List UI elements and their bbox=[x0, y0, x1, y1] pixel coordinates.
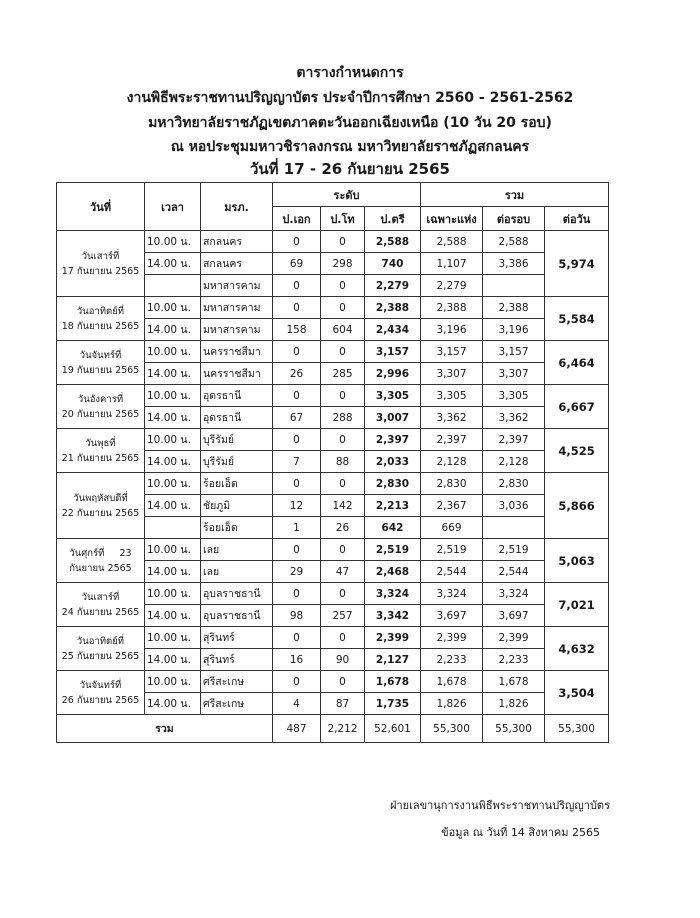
per-uni-count: 1,678 bbox=[421, 671, 483, 693]
phd-count: 67 bbox=[273, 407, 321, 429]
university-cell: ศรีสะเกษ bbox=[201, 693, 273, 715]
date-full: 22 กันยายน 2565 bbox=[61, 507, 140, 519]
date-full: 19 กันยายน 2565 bbox=[61, 364, 140, 376]
phd-count: 69 bbox=[273, 253, 321, 275]
ceremony-subtitle: งานพิธีพระราชทานปริญญาบัตร ประจำปีการศึกษา 2560 - 2561-2562 bbox=[126, 90, 574, 106]
bachelor-count: 2,388 bbox=[365, 297, 421, 319]
total-per-day: 55,300 bbox=[545, 715, 609, 743]
table-row bbox=[57, 583, 609, 605]
bachelor-count: 2,588 bbox=[365, 231, 421, 253]
university-cell: สุรินทร์ bbox=[201, 627, 273, 649]
date-full: 18 กันยายน 2565 bbox=[61, 320, 140, 332]
per-uni-count: 2,588 bbox=[421, 231, 483, 253]
per-uni-count: 2,544 bbox=[421, 561, 483, 583]
time-cell: 10.00 น. bbox=[145, 297, 201, 319]
per-round-count: 3,362 bbox=[483, 407, 545, 429]
phd-count: 0 bbox=[273, 297, 321, 319]
date-full: 20 กันยายน 2565 bbox=[61, 408, 140, 420]
university-cell: อุบลราชธานี bbox=[201, 583, 273, 605]
phd-count: 0 bbox=[273, 429, 321, 451]
per-day-total: 5,974 bbox=[545, 231, 609, 297]
per-round-count: 3,307 bbox=[483, 363, 545, 385]
per-round-count: 2,588 bbox=[483, 231, 545, 253]
per-uni-count: 1,107 bbox=[421, 253, 483, 275]
date-day: วันเสาร์ที่ bbox=[81, 591, 120, 603]
master-count: 0 bbox=[321, 385, 365, 407]
per-uni-count: 3,196 bbox=[421, 319, 483, 341]
master-count: 0 bbox=[321, 429, 365, 451]
university-cell: ร้อยเอ็ด bbox=[201, 473, 273, 495]
master-count: 90 bbox=[321, 649, 365, 671]
header-row bbox=[57, 183, 609, 207]
total-phd: 487 bbox=[273, 715, 321, 743]
per-uni-count: 2,830 bbox=[421, 473, 483, 495]
table-row bbox=[57, 429, 609, 451]
time-cell: 14.00 น. bbox=[145, 605, 201, 627]
date-full: 21 กันยายน 2565 bbox=[61, 452, 140, 464]
time-cell bbox=[145, 275, 201, 297]
master-count: 0 bbox=[321, 275, 365, 297]
per-uni-count: 3,324 bbox=[421, 583, 483, 605]
per-round-count: 3,305 bbox=[483, 385, 545, 407]
time-cell: 14.00 น. bbox=[145, 693, 201, 715]
phd-count: 0 bbox=[273, 385, 321, 407]
master-count: 142 bbox=[321, 495, 365, 517]
date-cell bbox=[57, 671, 145, 715]
bachelor-count: 2,519 bbox=[365, 539, 421, 561]
time-cell: 14.00 น. bbox=[145, 407, 201, 429]
date-cell bbox=[57, 385, 145, 429]
per-uni-count: 1,826 bbox=[421, 693, 483, 715]
header-per-uni: เฉพาะแห่ง bbox=[421, 207, 483, 231]
time-cell: 14.00 น. bbox=[145, 363, 201, 385]
university-cell: ร้อยเอ็ด bbox=[201, 517, 273, 539]
university-cell: อุดรธานี bbox=[201, 385, 273, 407]
bachelor-count: 2,830 bbox=[365, 473, 421, 495]
per-uni-count: 2,388 bbox=[421, 297, 483, 319]
table-row bbox=[57, 297, 609, 319]
per-round-count: 2,388 bbox=[483, 297, 545, 319]
total-per-uni: 55,300 bbox=[421, 715, 483, 743]
master-count: 0 bbox=[321, 473, 365, 495]
phd-count: 0 bbox=[273, 539, 321, 561]
per-round-count: 3,036 bbox=[483, 495, 545, 517]
total-per-round: 55,300 bbox=[483, 715, 545, 743]
phd-count: 0 bbox=[273, 341, 321, 363]
master-count: 0 bbox=[321, 539, 365, 561]
per-round-count: 2,830 bbox=[483, 473, 545, 495]
per-uni-count: 669 bbox=[421, 517, 483, 539]
bachelor-count: 3,305 bbox=[365, 385, 421, 407]
master-count: 87 bbox=[321, 693, 365, 715]
per-uni-count: 3,697 bbox=[421, 605, 483, 627]
schedule-title: ตารางกำหนดการ bbox=[296, 65, 404, 81]
date-cell bbox=[57, 429, 145, 473]
per-round-count: 3,324 bbox=[483, 583, 545, 605]
per-round-count: 3,157 bbox=[483, 341, 545, 363]
date-day: วันพุธที่ bbox=[85, 437, 116, 449]
footer-data-date: ข้อมูล ณ วันที่ 14 สิงหาคม 2565 bbox=[441, 826, 600, 839]
phd-count: 26 bbox=[273, 363, 321, 385]
per-round-count: 2,128 bbox=[483, 451, 545, 473]
schedule-table bbox=[56, 182, 609, 743]
per-day-total: 4,632 bbox=[545, 627, 609, 671]
phd-count: 158 bbox=[273, 319, 321, 341]
phd-count: 0 bbox=[273, 671, 321, 693]
per-day-total: 5,063 bbox=[545, 539, 609, 583]
bachelor-count: 2,279 bbox=[365, 275, 421, 297]
per-round-count: 2,544 bbox=[483, 561, 545, 583]
date-cell bbox=[57, 341, 145, 385]
header-date: วันที่ bbox=[57, 183, 145, 231]
university-cell: สุรินทร์ bbox=[201, 649, 273, 671]
master-count: 257 bbox=[321, 605, 365, 627]
bachelor-count: 3,007 bbox=[365, 407, 421, 429]
university-cell: บุรีรัมย์ bbox=[201, 429, 273, 451]
university-cell: นครราชสีมา bbox=[201, 363, 273, 385]
table-row bbox=[57, 539, 609, 561]
per-uni-count: 2,128 bbox=[421, 451, 483, 473]
date-cell bbox=[57, 627, 145, 671]
table-row bbox=[57, 627, 609, 649]
phd-count: 0 bbox=[273, 473, 321, 495]
bachelor-count: 3,157 bbox=[365, 341, 421, 363]
per-uni-count: 3,305 bbox=[421, 385, 483, 407]
table-row bbox=[57, 385, 609, 407]
master-count: 0 bbox=[321, 341, 365, 363]
header-sum: รวม bbox=[421, 183, 609, 207]
date-cell bbox=[57, 473, 145, 539]
footer-secretariat: ฝ่ายเลขานุการงานพิธีพระราชทานปริญญาบัตร bbox=[390, 799, 610, 812]
date-day: วันเสาร์ที่ bbox=[81, 250, 120, 262]
schedule-body bbox=[57, 231, 609, 715]
time-cell: 10.00 น. bbox=[145, 385, 201, 407]
per-day-total: 4,525 bbox=[545, 429, 609, 473]
bachelor-count: 2,434 bbox=[365, 319, 421, 341]
university-cell: เลย bbox=[201, 539, 273, 561]
time-cell: 10.00 น. bbox=[145, 429, 201, 451]
date-cell bbox=[57, 231, 145, 297]
per-round-count: 2,233 bbox=[483, 649, 545, 671]
header-bachelor: ป.ตรี bbox=[365, 207, 421, 231]
table-row bbox=[57, 341, 609, 363]
time-cell: 10.00 น. bbox=[145, 231, 201, 253]
time-cell bbox=[145, 517, 201, 539]
date-day: วันอาทิตย์ที่ bbox=[76, 305, 125, 317]
per-uni-count: 3,157 bbox=[421, 341, 483, 363]
per-day-total: 7,021 bbox=[545, 583, 609, 627]
university-group-subtitle: มหาวิทยาลัยราชภัฏเขตภาคตะวันออกเฉียงเหนือ (10 วัน 20 รอบ) bbox=[148, 115, 552, 131]
phd-count: 16 bbox=[273, 649, 321, 671]
per-round-count: 3,196 bbox=[483, 319, 545, 341]
phd-count: 12 bbox=[273, 495, 321, 517]
time-cell: 10.00 น. bbox=[145, 539, 201, 561]
date-day: วันพฤหัสบดีที่ bbox=[73, 492, 128, 504]
master-count: 0 bbox=[321, 583, 365, 605]
bachelor-count: 2,468 bbox=[365, 561, 421, 583]
phd-count: 29 bbox=[273, 561, 321, 583]
total-label: รวม bbox=[57, 715, 273, 743]
date-cell bbox=[57, 583, 145, 627]
date-day: วันอังคารที่ bbox=[77, 393, 124, 405]
header-per-day: ต่อวัน bbox=[545, 207, 609, 231]
phd-count: 1 bbox=[273, 517, 321, 539]
total-master: 2,212 bbox=[321, 715, 365, 743]
table-row bbox=[57, 231, 609, 253]
phd-count: 0 bbox=[273, 231, 321, 253]
university-cell: สกลนคร bbox=[201, 253, 273, 275]
phd-count: 0 bbox=[273, 275, 321, 297]
bachelor-count: 642 bbox=[365, 517, 421, 539]
master-count: 0 bbox=[321, 231, 365, 253]
per-uni-count: 2,519 bbox=[421, 539, 483, 561]
per-day-total: 5,584 bbox=[545, 297, 609, 341]
venue-subtitle: ณ หอประชุมมหาวชิราลงกรณ มหาวิทยาลัยราชภัฏสกลนคร bbox=[170, 139, 530, 155]
date-full: 25 กันยายน 2565 bbox=[61, 650, 140, 662]
bachelor-count: 2,397 bbox=[365, 429, 421, 451]
time-cell: 10.00 น. bbox=[145, 671, 201, 693]
header-university: มรภ. bbox=[201, 183, 273, 231]
per-round-count: 2,399 bbox=[483, 627, 545, 649]
date-full: 24 กันยายน 2565 bbox=[61, 606, 140, 618]
header-level: ระดับ bbox=[273, 183, 421, 207]
per-uni-count: 3,307 bbox=[421, 363, 483, 385]
date-day: วันจันทร์ที่ bbox=[79, 349, 122, 361]
master-count: 0 bbox=[321, 671, 365, 693]
time-cell: 14.00 น. bbox=[145, 253, 201, 275]
date-full: 17 กันยายน 2565 bbox=[61, 265, 140, 277]
university-cell: บุรีรัมย์ bbox=[201, 451, 273, 473]
university-cell: ชัยภูมิ bbox=[201, 495, 273, 517]
date-full: กันยายน 2565 bbox=[69, 562, 132, 574]
university-cell: มหาสารคาม bbox=[201, 297, 273, 319]
per-uni-count: 2,367 bbox=[421, 495, 483, 517]
bachelor-count: 2,127 bbox=[365, 649, 421, 671]
bachelor-count: 1,735 bbox=[365, 693, 421, 715]
table-row bbox=[57, 473, 609, 495]
per-day-total: 6,667 bbox=[545, 385, 609, 429]
date-full: 26 กันยายน 2565 bbox=[61, 694, 140, 706]
bachelor-count: 2,996 bbox=[365, 363, 421, 385]
phd-count: 0 bbox=[273, 627, 321, 649]
per-round-count: 1,826 bbox=[483, 693, 545, 715]
master-count: 285 bbox=[321, 363, 365, 385]
bachelor-count: 3,324 bbox=[365, 583, 421, 605]
master-count: 288 bbox=[321, 407, 365, 429]
per-round-count: 2,519 bbox=[483, 539, 545, 561]
header-time: เวลา bbox=[145, 183, 201, 231]
header-per-round: ต่อรอบ bbox=[483, 207, 545, 231]
total-row bbox=[57, 715, 609, 743]
phd-count: 7 bbox=[273, 451, 321, 473]
per-day-total: 6,464 bbox=[545, 341, 609, 385]
bachelor-count: 1,678 bbox=[365, 671, 421, 693]
time-cell: 14.00 น. bbox=[145, 561, 201, 583]
per-round-count bbox=[483, 275, 545, 297]
per-round-count: 3,697 bbox=[483, 605, 545, 627]
master-count: 298 bbox=[321, 253, 365, 275]
bachelor-count: 3,342 bbox=[365, 605, 421, 627]
time-cell: 10.00 น. bbox=[145, 341, 201, 363]
date-range-subtitle: วันที่ 17 - 26 กันยายน 2565 bbox=[250, 160, 450, 178]
time-cell: 14.00 น. bbox=[145, 649, 201, 671]
per-round-count: 1,678 bbox=[483, 671, 545, 693]
date-cell bbox=[57, 539, 145, 583]
university-cell: มหาสารคาม bbox=[201, 319, 273, 341]
per-round-count: 2,397 bbox=[483, 429, 545, 451]
master-count: 26 bbox=[321, 517, 365, 539]
master-count: 47 bbox=[321, 561, 365, 583]
date-cell bbox=[57, 297, 145, 341]
per-uni-count: 2,279 bbox=[421, 275, 483, 297]
time-cell: 14.00 น. bbox=[145, 451, 201, 473]
total-bachelor: 52,601 bbox=[365, 715, 421, 743]
master-count: 0 bbox=[321, 627, 365, 649]
per-uni-count: 2,399 bbox=[421, 627, 483, 649]
time-cell: 14.00 น. bbox=[145, 319, 201, 341]
university-cell: มหาสารคาม bbox=[201, 275, 273, 297]
university-cell: เลย bbox=[201, 561, 273, 583]
phd-count: 4 bbox=[273, 693, 321, 715]
bachelor-count: 2,033 bbox=[365, 451, 421, 473]
per-uni-count: 2,233 bbox=[421, 649, 483, 671]
university-cell: อุดรธานี bbox=[201, 407, 273, 429]
time-cell: 10.00 น. bbox=[145, 627, 201, 649]
bachelor-count: 740 bbox=[365, 253, 421, 275]
per-day-total: 3,504 bbox=[545, 671, 609, 715]
bachelor-count: 2,213 bbox=[365, 495, 421, 517]
header-master: ป.โท bbox=[321, 207, 365, 231]
header-phd: ป.เอก bbox=[273, 207, 321, 231]
per-round-count: 3,386 bbox=[483, 253, 545, 275]
university-cell: อุบลราชธานี bbox=[201, 605, 273, 627]
date-day: วันจันทร์ที่ bbox=[79, 679, 122, 691]
university-cell: สกลนคร bbox=[201, 231, 273, 253]
master-count: 88 bbox=[321, 451, 365, 473]
phd-count: 98 bbox=[273, 605, 321, 627]
university-cell: นครราชสีมา bbox=[201, 341, 273, 363]
university-cell: ศรีสะเกษ bbox=[201, 671, 273, 693]
date-day: วันอาทิตย์ที่ bbox=[76, 635, 125, 647]
per-day-total: 5,866 bbox=[545, 473, 609, 539]
per-uni-count: 2,397 bbox=[421, 429, 483, 451]
date-day: วันศุกร์ที่ 23 bbox=[69, 547, 132, 559]
time-cell: 10.00 น. bbox=[145, 583, 201, 605]
per-round-count bbox=[483, 517, 545, 539]
time-cell: 14.00 น. bbox=[145, 495, 201, 517]
master-count: 0 bbox=[321, 297, 365, 319]
per-uni-count: 3,362 bbox=[421, 407, 483, 429]
table-row bbox=[57, 671, 609, 693]
bachelor-count: 2,399 bbox=[365, 627, 421, 649]
master-count: 604 bbox=[321, 319, 365, 341]
phd-count: 0 bbox=[273, 583, 321, 605]
time-cell: 10.00 น. bbox=[145, 473, 201, 495]
